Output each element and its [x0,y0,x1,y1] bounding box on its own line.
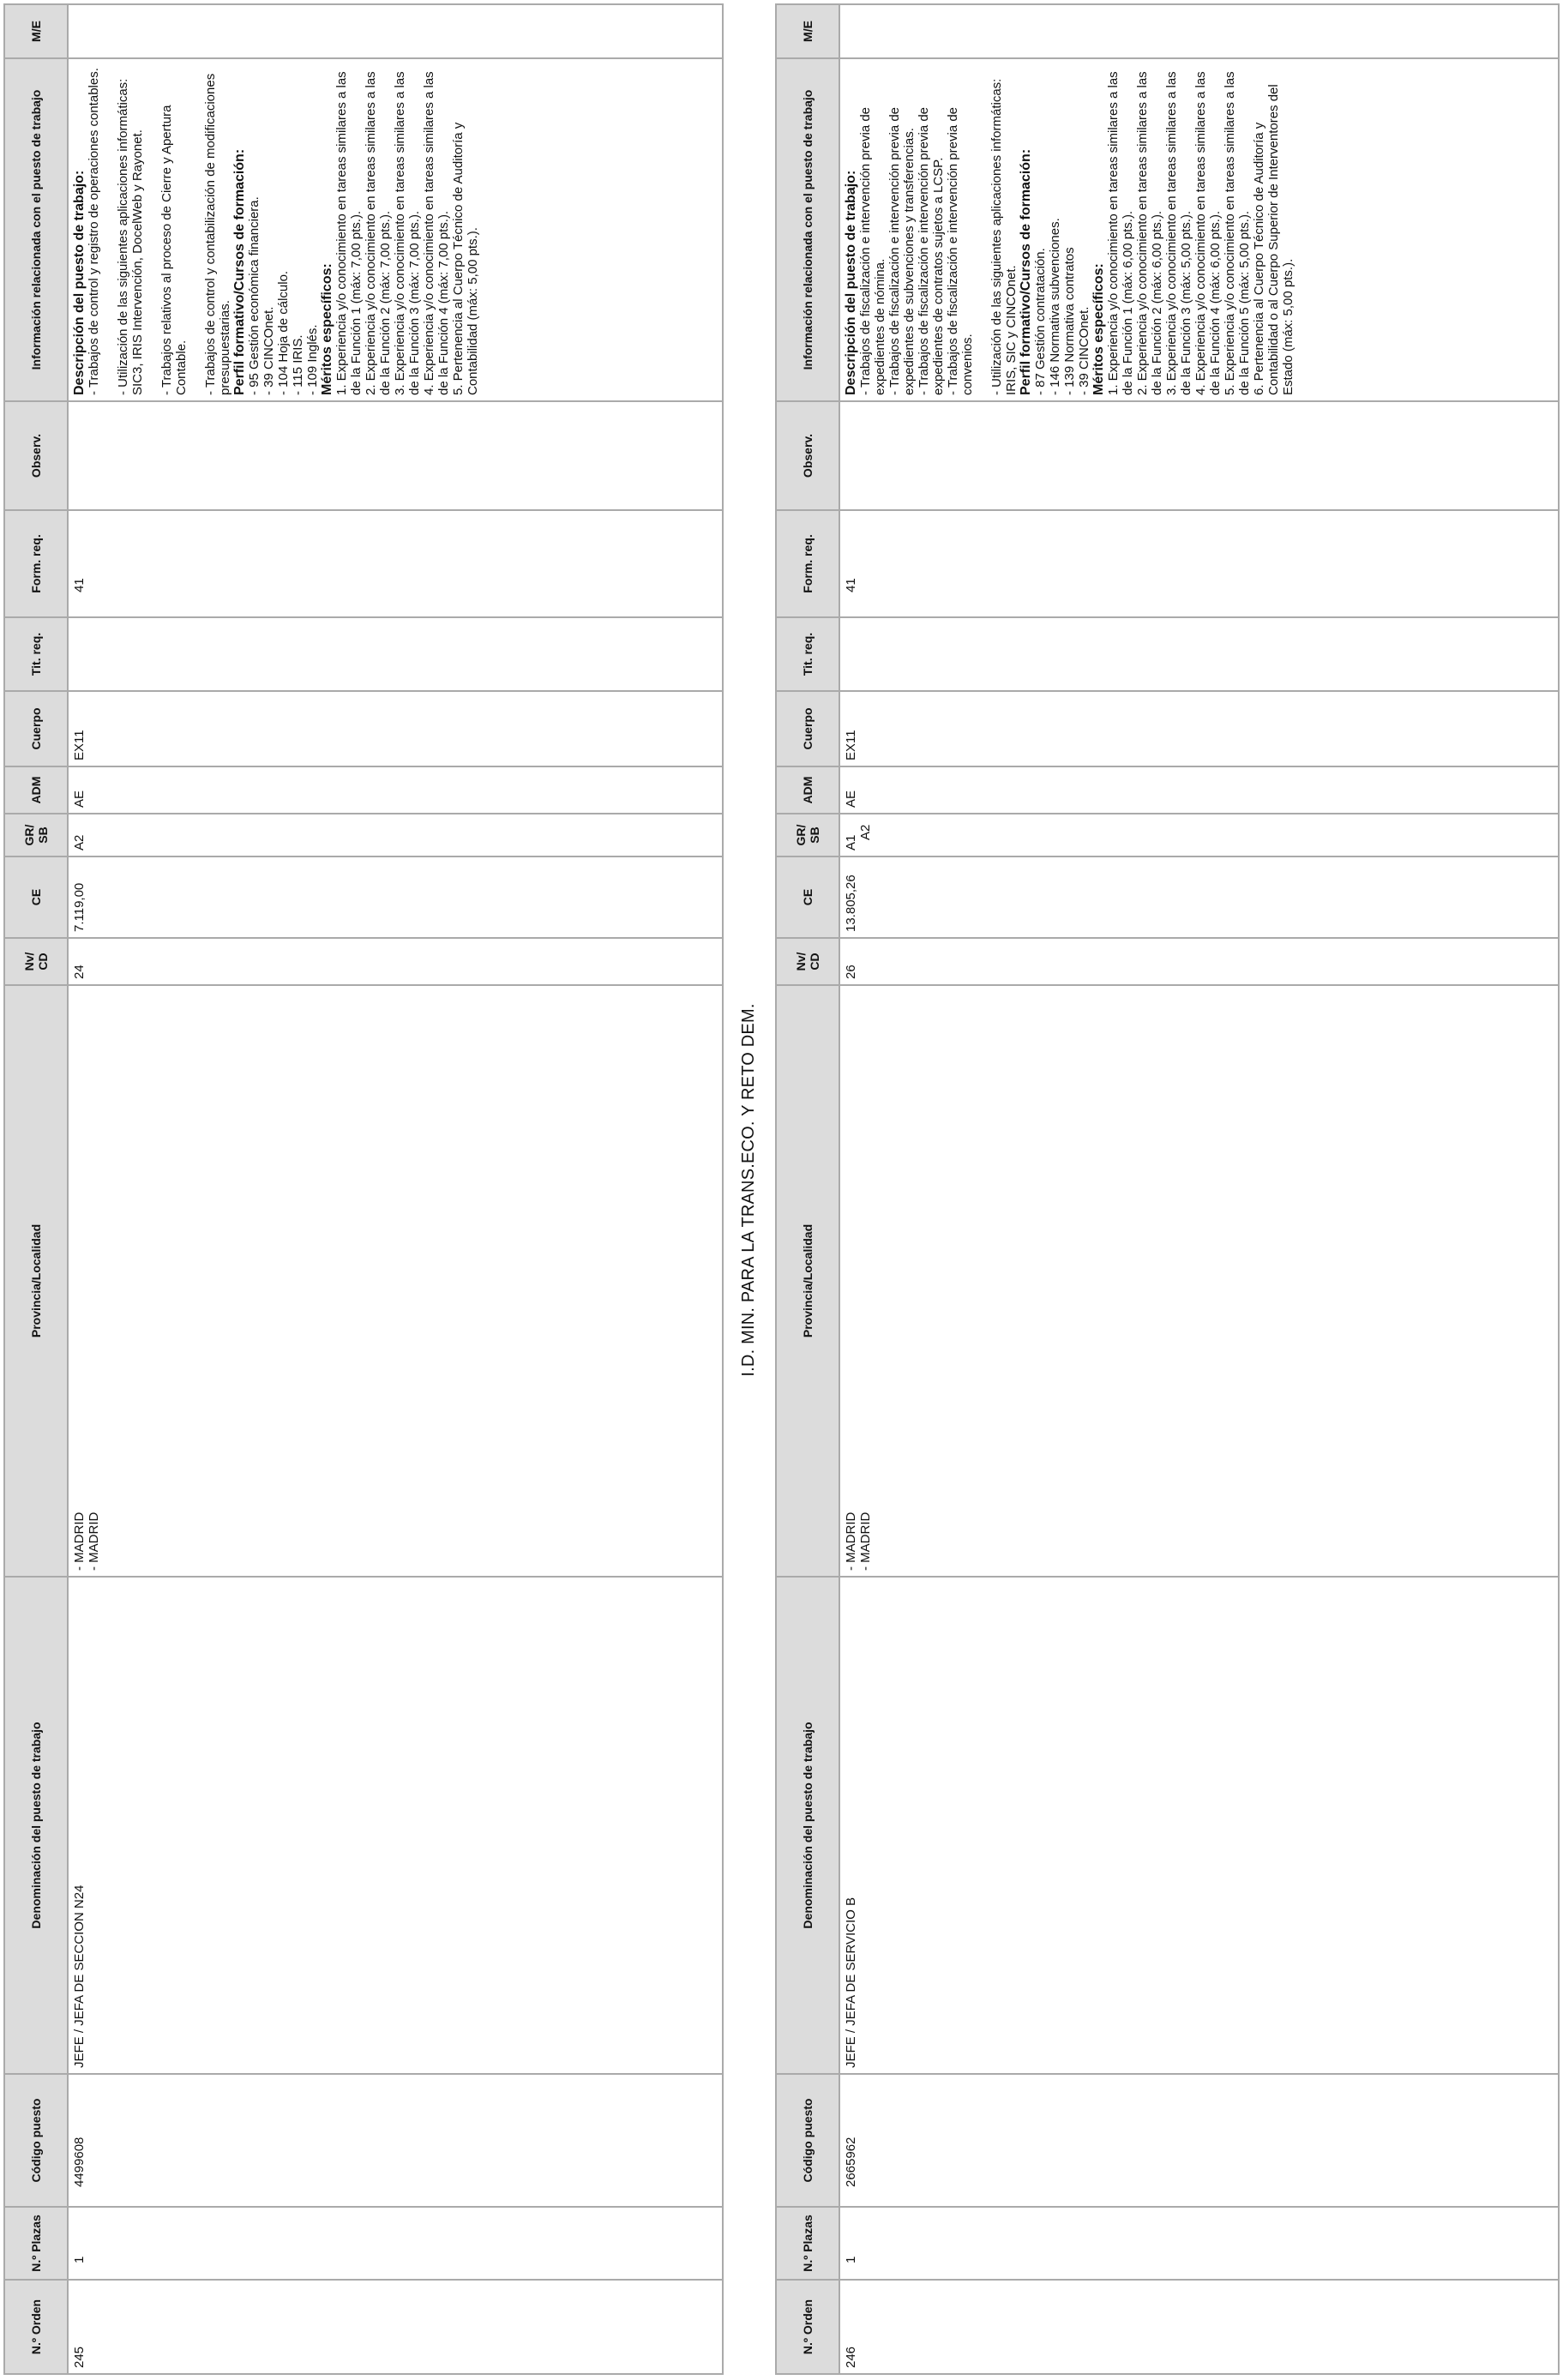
cell-codigo: 2665962 [839,2074,1559,2207]
table-header-row [4,4,68,2374]
col-header-info: Información relacionada con el puesto de trabajo [4,58,68,401]
col-header-grupo: GR/ SB [776,814,839,856]
info-line: 4. Experiencia y/o conocimiento en tareas similares a las de la Función 4 (máx: 7,00 pts.). [422,71,451,395]
cell-orden: 245 [68,2280,723,2374]
col-header-provincia: Provincia/Localidad [776,985,839,1577]
info-line: 2. Experiencia y/o conocimiento en tareas similares a las de la Función 2 (máx: 6,00 pts.). [1135,71,1164,395]
info-heading: Méritos específicos: [1091,263,1106,395]
cell-cuerpo: EX11 [68,691,723,766]
info-line: - Utilización de las siguientes aplicaciones informáticas: SIC3, IRIS Intervención, DocelWeb y Rayonet. [116,78,145,395]
col-header-formacion: Form. req. [776,510,839,617]
cell-provincia [68,985,723,1577]
table-row [68,4,723,2374]
job-table-1 [3,3,724,2375]
cell-me [68,4,723,58]
col-header-orden: N.º Orden [776,2280,839,2374]
cell-nivel: 26 [839,938,1559,985]
col-header-observ: Observ. [4,401,68,510]
col-header-titulacion: Tit. req. [776,617,839,691]
col-header-adm: ADM [4,766,68,814]
cell-adm: AE [68,766,723,814]
col-header-formacion: Form. req. [4,510,68,617]
info-line: - Trabajos de fiscalización e intervención previa de expedientes de subvenciones y transferencias. [887,106,917,395]
provincia-line: - MADRID [87,1512,101,1571]
cell-nivel: 24 [68,938,723,985]
info-heading: Descripción del puesto de trabajo: [844,170,858,395]
table-row [839,4,1559,2374]
grupo-line: A2 [858,824,873,840]
info-line: - Trabajos de control y registro de operaciones contables. [87,68,101,395]
grupo-line: A2 [72,834,87,850]
col-header-grupo: GR/ SB [4,814,68,856]
provincia-line: - MADRID [844,1512,858,1571]
cell-formacion: 41 [68,510,723,617]
table-header-row [776,4,839,2374]
cell-grupo [68,814,723,856]
info-line: - 87 Gestión contratación. [1033,248,1048,395]
cell-titulacion [68,617,723,691]
provincia-line: - MADRID [858,1512,873,1571]
info-line: - 39 CINCOnet. [262,306,276,395]
info-line: 6. Pertenencia al Cuerpo Técnico de Auditoría y Contabilidad o al Cuerpo Superior de Interventores del Estado (máx: 5,00 pts.). [1252,84,1295,395]
grupo-line: A1 [844,834,858,850]
col-header-denominacion: Denominación del puesto de trabajo [776,1577,839,2074]
cell-orden: 246 [839,2280,1559,2374]
info-heading: Descripción del puesto de trabajo: [72,170,87,395]
cell-observ [68,401,723,510]
info-line: - Trabajos de fiscalización e intervención previa de convenios. [946,106,975,395]
cell-provincia [839,985,1559,1577]
col-header-orden: N.º Orden [4,2280,68,2374]
col-header-plazas: N.º Plazas [4,2207,68,2280]
col-header-observ: Observ. [776,401,839,510]
info-line: - 115 IRIS. [291,334,305,395]
col-header-adm: ADM [776,766,839,814]
cell-observ [839,401,1559,510]
info-line: - 104 Hoja de cálculo. [276,270,291,395]
info-line: 4. Experiencia y/o conocimiento en tareas similares a las de la Función 4 (máx: 6,00 pts.). [1193,71,1223,395]
cell-adm: AE [839,766,1559,814]
col-header-cuerpo: Cuerpo [4,691,68,766]
cell-grupo [839,814,1559,856]
info-line: - Trabajos de fiscalización e intervención previa de expedientes de nómina. [858,106,887,395]
cell-plazas: 1 [839,2207,1559,2280]
cell-info [68,58,723,401]
info-line: 1. Experiencia y/o conocimiento en tareas similares a las de la Función 1 (máx: 7,00 pts.). [334,71,364,395]
cell-info [839,58,1559,401]
col-header-codigo: Código puesto [776,2074,839,2207]
col-header-nivel: Nv/ CD [4,938,68,985]
info-heading: Perfil formativo/Cursos de formación: [232,148,247,395]
col-header-titulacion: Tit. req. [4,617,68,691]
col-header-me: M/E [776,4,839,58]
job-table-2 [775,3,1560,2375]
info-line: - 146 Normativa subvenciones. [1048,218,1062,395]
info-line: 1. Experiencia y/o conocimiento en tareas similares a las de la Función 1 (máx: 6,00 pts.). [1106,71,1135,395]
col-header-provincia: Provincia/Localidad [4,985,68,1577]
info-line: - Utilización de las siguientes aplicaciones informáticas: IRIS, SIC y CINCOnet. [989,78,1019,395]
cell-titulacion [839,617,1559,691]
cell-cuerpo: EX11 [839,691,1559,766]
col-header-nivel: Nv/ CD [776,938,839,985]
info-line: - 109 Inglés. [305,324,320,395]
cell-plazas: 1 [68,2207,723,2280]
cell-formacion: 41 [839,510,1559,617]
info-line: - 139 Normativa contratos [1062,247,1077,395]
cell-denominacion: JEFE / JEFA DE SECCION N24 [68,1577,723,2074]
info-heading: Perfil formativo/Cursos de formación: [1019,148,1033,395]
col-header-ce: CE [776,856,839,938]
col-header-plazas: N.º Plazas [776,2207,839,2280]
cell-denominacion: JEFE / JEFA DE SERVICIO B [839,1577,1559,2074]
info-line: 3. Experiencia y/o conocimiento en tareas similares a las de la Función 3 (máx: 5,00 pts.). [1164,71,1193,395]
provincia-line: - MADRID [72,1512,87,1571]
col-header-ce: CE [4,856,68,938]
info-line: 5. Pertenencia al Cuerpo Técnico de Auditoría y Contabilidad (máx: 5,00 pts.). [451,122,480,395]
col-header-cuerpo: Cuerpo [776,691,839,766]
section-title: I.D. MIN. PARA LA TRANS.ECO. Y RETO DEM. [739,1003,758,1377]
col-header-info: Información relacionada con el puesto de trabajo [776,58,839,401]
col-header-me: M/E [4,4,68,58]
info-line: - Trabajos de control y contabilización de modificaciones presupuestarias. [203,73,232,395]
cell-codigo: 4499608 [68,2074,723,2207]
cell-ce: 13.805,26 [839,856,1559,938]
info-line: - 39 CINCOnet. [1077,306,1091,395]
info-line: - Trabajos relativos al proceso de Cierre y Apertura Contable. [159,105,189,395]
info-heading: Méritos específicos: [320,263,334,395]
cell-ce: 7.119,00 [68,856,723,938]
info-line: - Trabajos de fiscalización e intervención previa de expedientes de contratos sujetos a LCSP. [917,106,946,395]
info-line: 3. Experiencia y/o conocimiento en tareas similares a las de la Función 3 (máx: 7,00 pts.). [393,71,422,395]
info-line: 2. Experiencia y/o conocimiento en tareas similares a las de la Función 2 (máx: 7,00 pts.). [364,71,393,395]
col-header-codigo: Código puesto [4,2074,68,2207]
col-header-denominacion: Denominación del puesto de trabajo [4,1577,68,2074]
info-line: 5. Experiencia y/o conocimiento en tareas similares a las de la Función 5 (máx: 5,00 pts.). [1223,71,1252,395]
cell-me [839,4,1559,58]
info-line: - 95 Gestión económica financiera. [247,196,262,395]
